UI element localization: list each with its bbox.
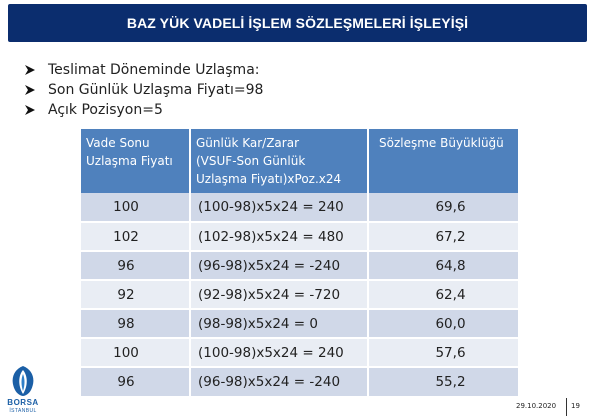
arrow-bullet-icon bbox=[24, 64, 36, 76]
cell-contract-size: 64,8 bbox=[368, 251, 518, 280]
header-settlement-price bbox=[81, 129, 190, 193]
cell-settlement-price: 96 bbox=[81, 251, 190, 280]
settlement-table bbox=[81, 129, 518, 396]
bullet-item bbox=[24, 60, 263, 80]
header-line: Günlük Kar/Zarar bbox=[196, 136, 299, 150]
table-row bbox=[81, 280, 518, 309]
cell-settlement-price: 100 bbox=[81, 193, 190, 222]
tulip-logo-icon bbox=[3, 364, 43, 398]
header-contract-size bbox=[368, 129, 518, 193]
cell-profit-loss: (100-98)x5x24 = 240 bbox=[190, 338, 368, 367]
page-number: 19 bbox=[571, 402, 580, 410]
header-daily-profit-loss bbox=[190, 129, 368, 193]
bullet-text: Son Günlük Uzlaşma Fiyatı=98 bbox=[48, 82, 264, 98]
header-line: Vade Sonu bbox=[86, 136, 150, 150]
header-line: (VSUF-Son Günlük bbox=[196, 154, 306, 168]
cell-profit-loss: (100-98)x5x24 = 240 bbox=[190, 193, 368, 222]
header-line: Uzlaşma Fiyatı)xPoz.x24 bbox=[196, 172, 342, 186]
table-row bbox=[81, 222, 518, 251]
cell-profit-loss: (96-98)x5x24 = -240 bbox=[190, 367, 368, 396]
logo-text-line: İSTANBUL bbox=[9, 408, 37, 414]
arrow-bullet-icon bbox=[24, 84, 36, 96]
cell-contract-size: 62,4 bbox=[368, 280, 518, 309]
table-row bbox=[81, 309, 518, 338]
table-header-row bbox=[81, 129, 518, 193]
cell-profit-loss: (92-98)x5x24 = -720 bbox=[190, 280, 368, 309]
cell-contract-size: 60,0 bbox=[368, 309, 518, 338]
cell-settlement-price: 96 bbox=[81, 367, 190, 396]
header-line: Sözleşme Büyüklüğü bbox=[379, 136, 504, 150]
logo-wordmark bbox=[4, 398, 42, 416]
table-row bbox=[81, 367, 518, 396]
cell-settlement-price: 100 bbox=[81, 338, 190, 367]
table-row bbox=[81, 251, 518, 280]
cell-settlement-price: 102 bbox=[81, 222, 190, 251]
cell-profit-loss: (98-98)x5x24 = 0 bbox=[190, 309, 368, 338]
bullet-item bbox=[24, 100, 263, 120]
cell-profit-loss: (96-98)x5x24 = -240 bbox=[190, 251, 368, 280]
cell-settlement-price: 98 bbox=[81, 309, 190, 338]
bullet-list bbox=[24, 60, 263, 120]
footer-date: 29.10.2020 bbox=[516, 402, 557, 410]
bullet-text: Açık Pozisyon=5 bbox=[48, 102, 163, 118]
cell-settlement-price: 92 bbox=[81, 280, 190, 309]
table-row bbox=[81, 338, 518, 367]
bullet-item bbox=[24, 80, 263, 100]
cell-contract-size: 67,2 bbox=[368, 222, 518, 251]
header-line: Uzlaşma Fiyatı bbox=[86, 154, 173, 168]
cell-profit-loss: (102-98)x5x24 = 480 bbox=[190, 222, 368, 251]
cell-contract-size: 55,2 bbox=[368, 367, 518, 396]
bullet-text: Teslimat Döneminde Uzlaşma: bbox=[48, 62, 260, 78]
cell-contract-size: 57,6 bbox=[368, 338, 518, 367]
table-row bbox=[81, 193, 518, 222]
cell-contract-size: 69,6 bbox=[368, 193, 518, 222]
slide-title: BAZ YÜK VADELİ İŞLEM SÖZLEŞMELERİ İŞLEYİŞİ bbox=[8, 4, 587, 42]
footer-divider bbox=[566, 398, 567, 416]
arrow-bullet-icon bbox=[24, 104, 36, 116]
logo-text-line: BORSA bbox=[7, 398, 39, 407]
